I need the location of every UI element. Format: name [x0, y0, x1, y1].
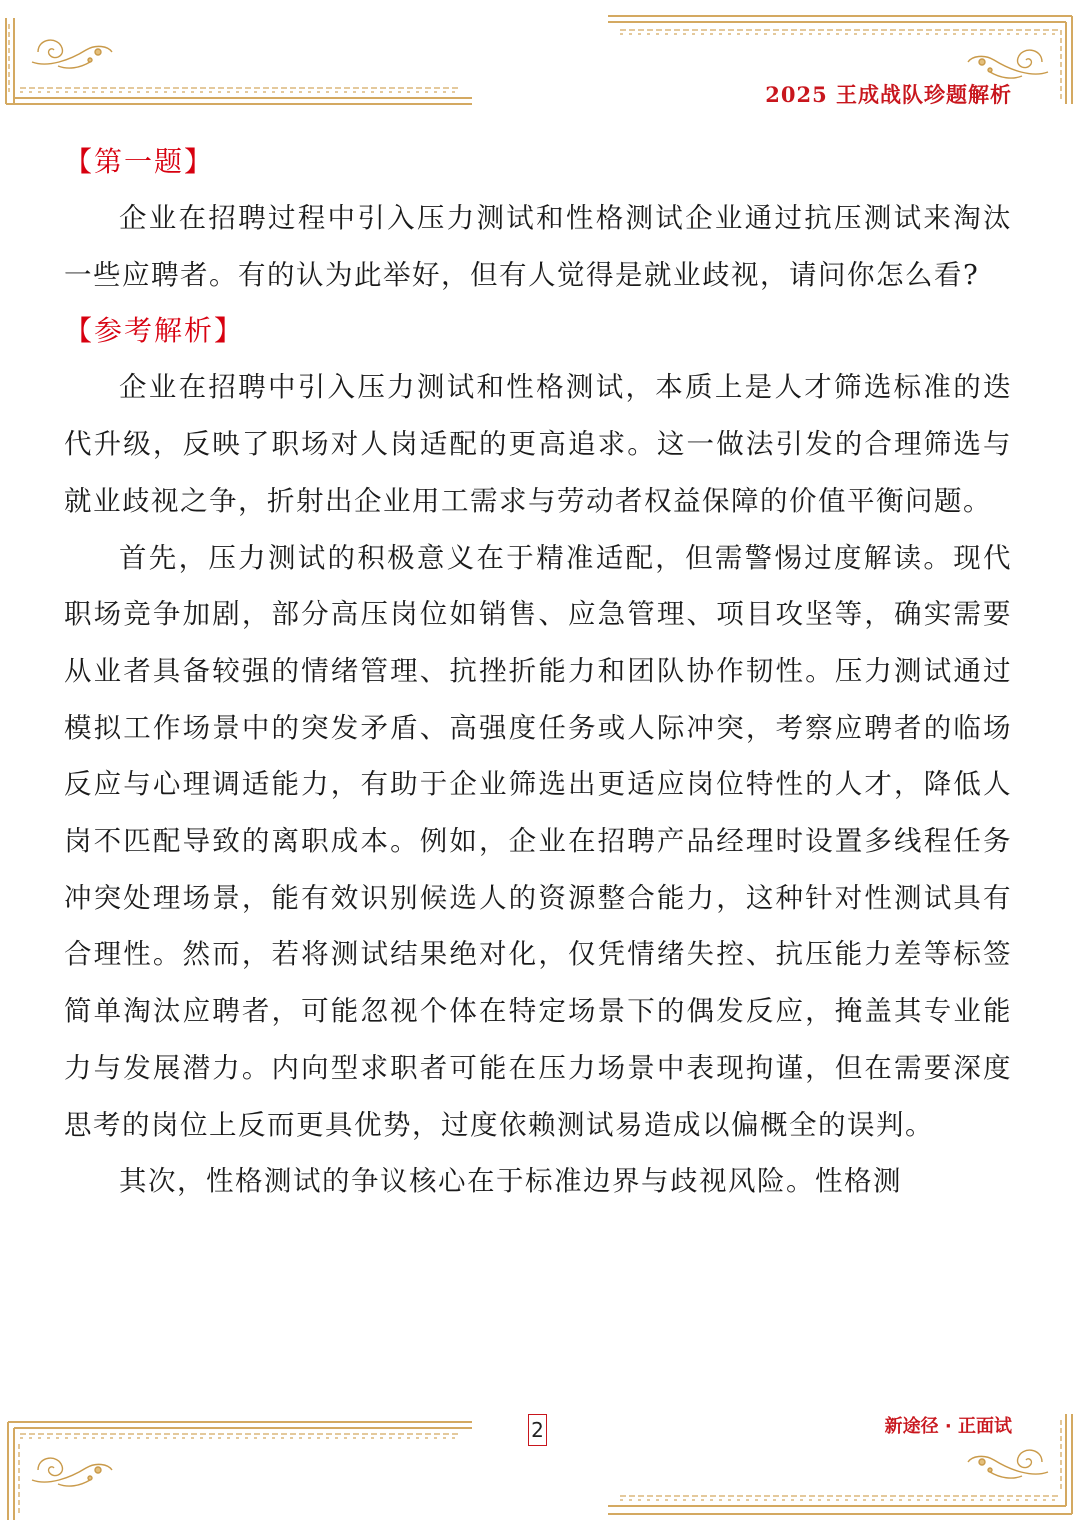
question-heading: 【第一题】	[64, 145, 215, 178]
footer-slogan: 新途径 · 正面试	[884, 1416, 1012, 1437]
top-left-ornament	[0, 0, 480, 110]
header-title: 2025 王成战队珍题解析	[765, 82, 1012, 107]
analysis-paragraph: 企业在招聘中引入压力测试和性格测试，本质上是人才筛选标准的迭代升级，反映了职场对人岗适配的更高追求。这一做法引发的合理筛选与就业歧视之争，折射出企业用工需求与劳动者权益保障的价值平衡问题。	[64, 371, 1012, 517]
document-body	[64, 134, 1012, 1210]
page-number: 2	[528, 1414, 547, 1446]
bottom-left-ornament	[0, 1410, 480, 1528]
analysis-paragraph: 首先，压力测试的积极意义在于精准适配，但需警惕过度解读。现代职场竞争加剧，部分高压岗位如销售、应急管理、项目攻坚等，确实需要从业者具备较强的情绪管理、抗挫折能力和团队协作韧性。压力测试通过模拟工作场景中的突发矛盾、高强度任务或人际冲突，考察应聘者的临场反应与心理调适能力，有助于企业筛选出更适应岗位特性的人才，降低人岗不匹配导致的离职成本。例如，企业在招聘产品经理时设置多线程任务冲突处理场景，能有效识别候选人的资源整合能力，这种针对性测试具有合理性。然而，若将测试结果绝对化，仅凭情绪失控、抗压能力差等标签简单淘汰应聘者，可能忽视个体在特定场景下的偶发反应，掩盖其专业能力与发展潜力。内向型求职者可能在压力场景中表现拘谨，但在需要深度思考的岗位上反而更具优势，过度依赖测试易造成以偏概全的误判。	[64, 541, 1012, 1141]
analysis-heading: 【参考解析】	[64, 314, 245, 348]
question-text: 企业在招聘过程中引入压力测试和性格测试企业通过抗压测试来淘汰一些应聘者。有的认为此举好，但有人觉得是就业歧视，请问你怎么看?	[64, 202, 1012, 291]
analysis-paragraph: 其次，性格测试的争议核心在于标准边界与歧视风险。性格测	[119, 1165, 902, 1198]
